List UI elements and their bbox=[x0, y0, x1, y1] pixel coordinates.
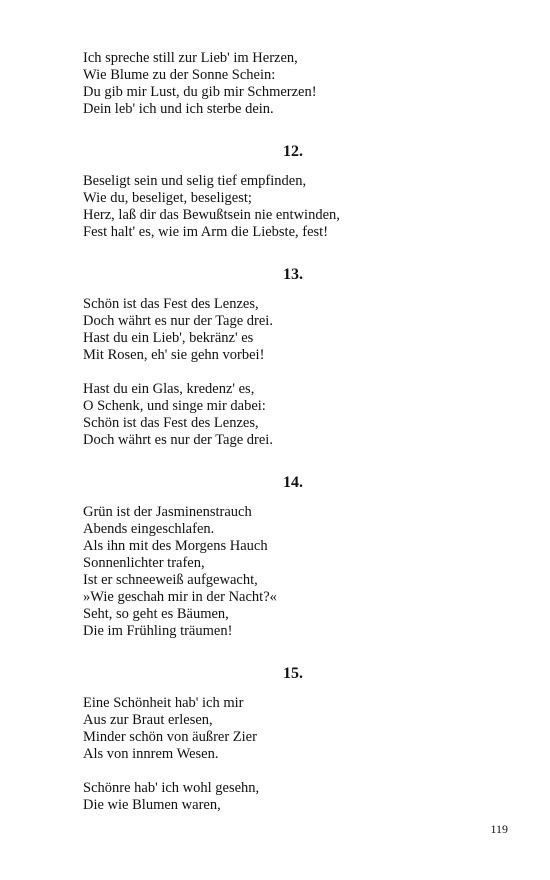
poem-15 bbox=[83, 664, 503, 814]
verse-line: O Schenk, und singe mir dabei: bbox=[83, 398, 266, 414]
verse-line: Herz, laß dir das Bewußtsein nie entwinden, bbox=[83, 207, 340, 223]
verse-line: Aus zur Braut erlesen, bbox=[83, 712, 213, 728]
verse-line: Hast du ein Lieb', bekränz' es bbox=[83, 330, 254, 346]
verse-line: Wie Blume zu der Sonne Schein: bbox=[83, 67, 276, 83]
poem-13 bbox=[83, 265, 503, 449]
verse-line: Dein leb' ich und ich sterbe dein. bbox=[83, 101, 274, 117]
verse-line: Doch währt es nur der Tage drei. bbox=[83, 432, 273, 448]
stanza bbox=[83, 780, 503, 814]
verse-line: Sonnenlichter trafen, bbox=[83, 555, 205, 571]
stanza bbox=[83, 296, 503, 364]
verse-line: Als von innrem Wesen. bbox=[83, 746, 219, 762]
verse-line: Die im Frühling träumen! bbox=[83, 623, 233, 639]
poem-number: 14. bbox=[283, 474, 303, 491]
verse-line: Ist er schneeweiß aufgewacht, bbox=[83, 572, 258, 588]
verse-line: Beseligt sein und selig tief empfinden, bbox=[83, 173, 307, 189]
poem-number: 13. bbox=[283, 266, 303, 283]
verse-line: Wie du, beseliget, beseligest; bbox=[83, 190, 252, 206]
verse-line: Grün ist der Jasminenstrauch bbox=[83, 504, 252, 520]
verse-line: Minder schön von äußrer Zier bbox=[83, 729, 257, 745]
verse-line: Doch währt es nur der Tage drei. bbox=[83, 313, 273, 329]
stanza bbox=[83, 173, 503, 241]
verse-line: Eine Schönheit hab' ich mir bbox=[83, 695, 244, 711]
verse-line: Schön ist das Fest des Lenzes, bbox=[83, 296, 259, 312]
poem-12 bbox=[83, 142, 503, 241]
verse-line: Fest halt' es, wie im Arm die Liebste, fest! bbox=[83, 224, 329, 240]
verse-line: Schön ist das Fest des Lenzes, bbox=[83, 415, 259, 431]
poem-14 bbox=[83, 473, 503, 640]
stanza bbox=[83, 695, 503, 763]
stanza bbox=[83, 381, 503, 449]
verse-line: Ich spreche still zur Lieb' im Herzen, bbox=[83, 50, 298, 66]
verse-line: »Wie geschah mir in der Nacht?« bbox=[83, 589, 277, 605]
page-content bbox=[83, 50, 503, 814]
verse-line: Als ihn mit des Morgens Hauch bbox=[83, 538, 268, 554]
verse-line: Du gib mir Lust, du gib mir Schmerzen! bbox=[83, 84, 317, 100]
verse-line: Hast du ein Glas, kredenz' es, bbox=[83, 381, 255, 397]
opening-poem bbox=[83, 50, 503, 118]
stanza bbox=[83, 50, 503, 118]
poem-number: 12. bbox=[283, 143, 303, 160]
page-number: 119 bbox=[490, 822, 508, 836]
verse-line: Seht, so geht es Bäumen, bbox=[83, 606, 229, 622]
stanza bbox=[83, 504, 503, 640]
verse-line: Mit Rosen, eh' sie gehn vorbei! bbox=[83, 347, 265, 363]
verse-line: Schönre hab' ich wohl gesehn, bbox=[83, 780, 260, 796]
verse-line: Die wie Blumen waren, bbox=[83, 797, 221, 813]
verse-line: Abends eingeschlafen. bbox=[83, 521, 215, 537]
poem-number: 15. bbox=[283, 665, 303, 682]
